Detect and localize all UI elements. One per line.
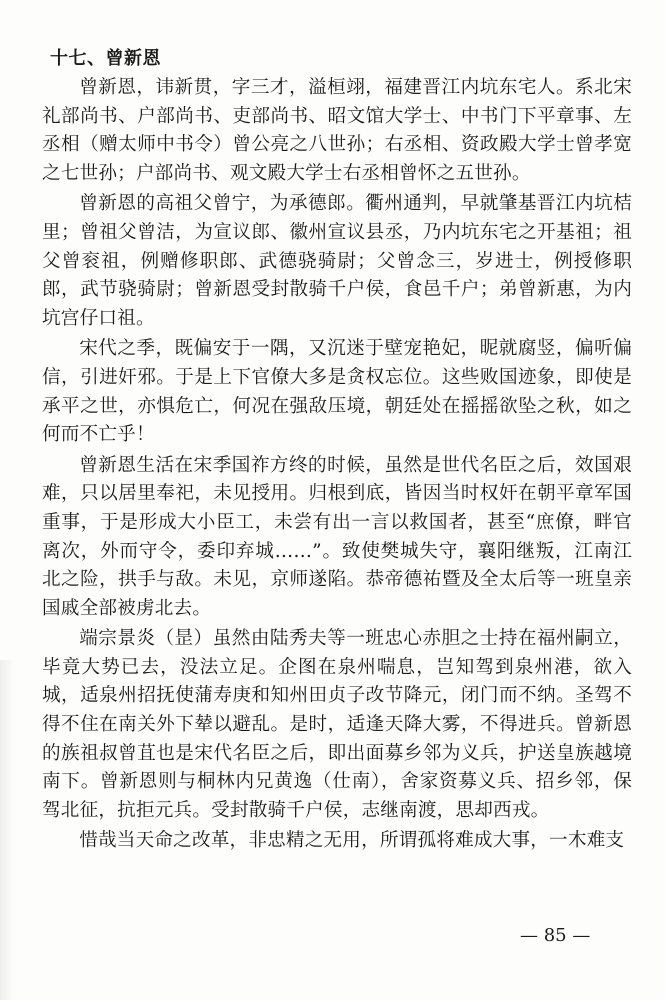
- document-page: [42, 46, 632, 858]
- paragraph-jingyan-emperor: 端宗景炎（昰）虽然由陆秀夫等一班忠心赤胆之士持在福州嗣立，毕竟大势已去，没法立足。企图在泉州喘息，岂知驾到泉州港，欲入城，适泉州招抚使蒲寿庚和知州田贞子改节降元，闭门而不纳。圣驾不得不住在南关外下辇以避乱。是时，适逢天降大雾，不得进兵。曾新恩的族祖叔曾苴也是宋代名臣之后，即出面募乡邻为义兵，护送皇族越境南下。曾新恩则与桐林内兄黄逸（仕南），舍家资募义兵、招乡邻，保驾北征，抗拒元兵。受封散骑千户侯，志继南渡，思却西戎。: [42, 628, 632, 821]
- scan-edge-shadow: [0, 660, 14, 1000]
- paragraph-lineage: 曾新恩，讳新贯，字三才，溢桓翊，福建晋江内坑东宅人。系北宋礼部尚书、户部尚书、吏部尚书、昭文馆大学士、中书门下平章事、左丞相（赠太师中书令）曾公亮之八世孙；右丞相、资政殿大学士曾孝宽之七世孙；户部尚书、观文殿大学士右丞相曾怀之五世孙。: [42, 77, 632, 184]
- paragraph-conclusion: 惜哉当天命之改革，非忠精之无用，所谓孤将难成大事，一木难支: [79, 830, 625, 852]
- paragraph-life-context: 曾新恩生活在宋季国祚方终的时候，虽然是世代名臣之后，效国艰难，只以居里奉祀，未见授用。归根到底，皆因当时权奸在朝平章军国重事，于是形成大小臣工，未尝有出一言以救国者，甚至“庶僚，畔官离次，外而守令，委印弃城……”。致使樊城失守，襄阳继叛，江南江北之险，拱手与敌。未见，京师遂陷。恭帝德祐暨及全太后等一班皇亲国戚全部被虏北去。: [42, 454, 632, 619]
- paragraph-song-decline: 宋代之季，既偏安于一隅，又沉迷于壁宠艳妃，昵就腐竖，偏听偏信，引进奸邪。于是上下官僚大多是贪权忘位。这些败国迹象，即使是承平之世，亦惧危亡，何况在强敌压境，朝廷处在摇摇欲坠之秋，如之何而不亡乎！: [42, 338, 632, 446]
- paragraph-ancestors: 曾新恩的高祖父曾宁，为承德郎。衢州通判，早就肇基晋江内坑桔里；曾祖父曾洁，为宣议郎、徽州宣议县丞，乃内坑东宅之开基祖；祖父曾衮祖，例赠修职郎、武德骁骑尉；父曾念三，岁进士，例授修职郎，武节骁骑尉；曾新恩受封散骑千户侯，食邑千户；弟曾新惠，为内坑宫仔口祖。: [42, 193, 632, 329]
- section-heading: 十七、曾新恩: [50, 48, 161, 69]
- page-number: — 85 —: [520, 925, 591, 946]
